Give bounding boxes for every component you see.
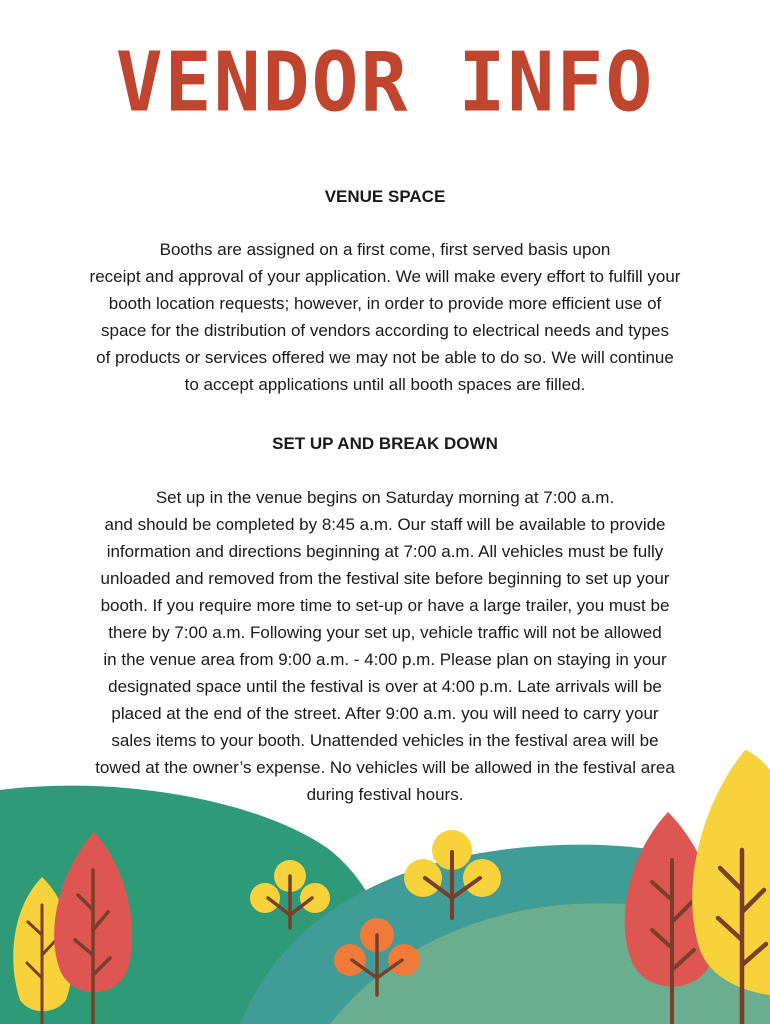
landscape-illustration xyxy=(0,740,770,1024)
text-line: information and directions beginning at 7:00 a.m. All vehicles must be fully xyxy=(106,542,664,561)
text-line: in the venue area from 9:00 a.m. - 4:00 p.m. Please plan on staying in your xyxy=(103,650,667,669)
text-line: there by 7:00 a.m. Following your set up, vehicle traffic will not be allowed xyxy=(108,623,662,642)
text-line: designated space until the festival is over at 4:00 p.m. Late arrivals will be xyxy=(108,677,662,696)
text-line: towed at the owner’s expense. No vehicles will be allowed in the festival area xyxy=(95,758,675,777)
text-line: booth. If you require more time to set-up or have a large trailer, you must be xyxy=(100,596,670,615)
text-line: of products or services offered we may not be able to do so. We will continue xyxy=(96,348,674,367)
text-line: sales items to your booth. Unattended vehicles in the festival area will be xyxy=(111,731,659,750)
section-heading-set-up: SET UP AND BREAK DOWN xyxy=(272,434,498,453)
text-line: booth location requests; however, in order to provide more efficient use of xyxy=(108,294,662,313)
text-line: placed at the end of the street. After 9:00 a.m. you will need to carry your xyxy=(111,704,659,723)
text-line: receipt and approval of your application. We will make every effort to fulfill your xyxy=(89,267,681,286)
page-title: VENDOR INFO xyxy=(115,35,655,131)
text-line: and should be completed by 8:45 a.m. Our staff will be available to provide xyxy=(104,515,666,534)
text-line: to accept applications until all booth spaces are filled. xyxy=(184,375,586,394)
text-line: unloaded and removed from the festival site before beginning to set up your xyxy=(100,569,670,588)
text-line: Booths are assigned on a first come, first served basis upon xyxy=(159,240,611,259)
section-body-venue-space xyxy=(30,236,740,398)
text-line: space for the distribution of vendors according to electrical needs and types xyxy=(101,321,669,340)
text-line: Set up in the venue begins on Saturday morning at 7:00 a.m. xyxy=(155,488,615,507)
section-heading-venue-space: VENUE SPACE xyxy=(324,187,446,206)
text-line: during festival hours. xyxy=(306,785,464,804)
